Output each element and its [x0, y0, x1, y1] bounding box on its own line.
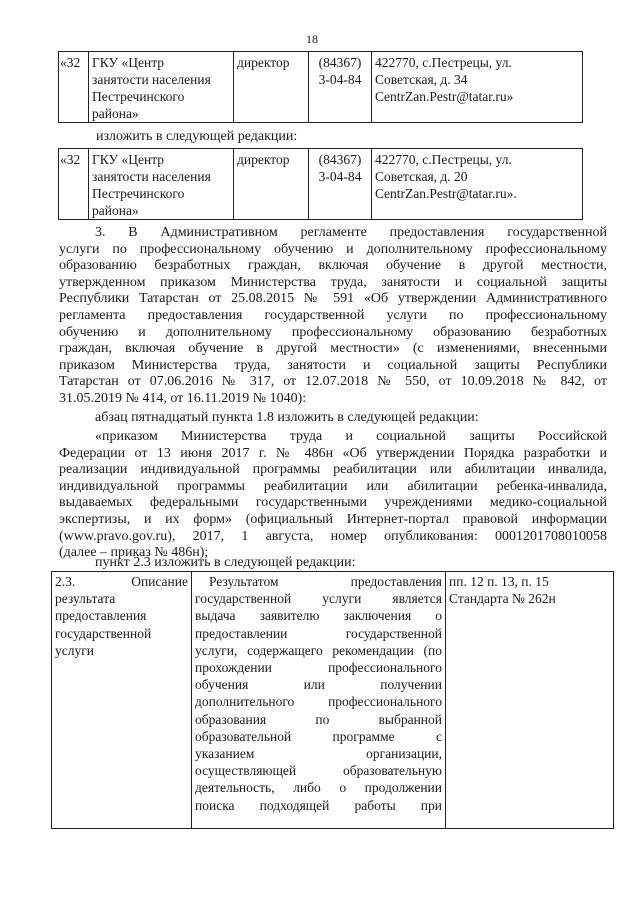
result-cell	[192, 572, 446, 829]
text-line: Республики Татарстан от 25.08.2015 № 591 «Об утверждении Административного	[59, 291, 607, 307]
position-cell	[234, 149, 309, 220]
reference-cell	[446, 572, 614, 829]
cell-line: услуги	[55, 642, 94, 658]
cell-line: обучения или получении	[195, 677, 442, 693]
text-line: 3. В Административном регламенте предоставления государственной	[95, 225, 607, 240]
position-text: директор	[237, 55, 290, 70]
phone-cell	[309, 52, 372, 123]
address-cell	[372, 149, 583, 220]
phone-line: (84367)	[318, 152, 362, 167]
org-line: занятости населения	[92, 72, 211, 87]
phone-cell	[309, 149, 372, 220]
row-number-text: «32	[60, 55, 81, 70]
cell-line: образования по выбранной	[195, 711, 442, 727]
cell-line: государственной услуги является	[195, 591, 442, 607]
org-line: района»	[92, 106, 139, 121]
table-new-row	[58, 148, 583, 220]
cell-line: услуги, содержащего рекомендации (по	[195, 642, 442, 658]
address-cell	[372, 52, 583, 123]
cell-line: выдача заявителю заключения о	[195, 608, 442, 624]
address-line: 422770, с.Пестрецы, ул.	[375, 152, 512, 167]
cell-line: осуществляющей образовательную	[195, 763, 442, 779]
cell-line: дополнительного профессионального	[195, 694, 442, 710]
text-line: экспертизы, и их форм» (официальный Интернет-портал правовой информации	[59, 511, 607, 527]
phone-line: (84367)	[318, 55, 362, 70]
point-2-3-intro: пункт 2.3 изложить в следующей редакции:	[95, 555, 356, 570]
org-line: района»	[92, 203, 139, 218]
row-number-text: «32	[60, 152, 81, 167]
text-line: Татарстан от 07.06.2016 № 317, от 12.07.2018 № 550, от 10.09.2018 № 842, от	[59, 374, 607, 390]
text-line: «приказом Министерства труда и социальной защиты Российской	[95, 429, 607, 444]
cell-line: Стандарта № 262н	[449, 591, 556, 607]
text-line: регламента предоставления государственной услуги по профессиональному	[59, 307, 607, 323]
cell-line: 2.3. Описание	[55, 574, 188, 589]
description-cell	[52, 572, 192, 829]
cell-line: пп. 12 п. 13, п. 15	[449, 574, 549, 589]
cell-line: образовательной программе с	[195, 728, 442, 744]
text-line: утвержденном приказом Министерства труда, занятости и социальной защиты	[59, 274, 607, 290]
org-cell	[89, 52, 234, 123]
abzac-15-intro: абзац пятнадцатый пункта 1.8 изложить в следующей редакции:	[95, 410, 479, 425]
text-line: граждан, включая обучение в другой местности» (с изменениями, внесенными	[59, 341, 607, 357]
row-number	[59, 149, 89, 220]
org-cell	[89, 149, 234, 220]
row-number	[59, 52, 89, 123]
address-line: CentrZan.Pestr@tatar.ru».	[375, 186, 517, 201]
order-paragraph	[59, 429, 607, 562]
cell-line: поиска подходящей работы при	[195, 797, 442, 813]
cell-line: предоставления	[55, 608, 147, 624]
text-line: образованию безработных граждан, включая обучение в другой местности,	[59, 258, 607, 274]
address-line: Советская, д. 34	[375, 72, 468, 87]
text-line: Федерации от 13 июня 2017 г. № 486н «Об утверждении Порядка разработки и	[59, 445, 607, 461]
new-edition-intro: изложить в следующей редакции:	[96, 129, 298, 144]
table-point-2-3	[51, 571, 614, 829]
page-number: 18	[306, 32, 318, 46]
text-line: приказом Министерства труда, занятости и социальной защиты Республики	[59, 357, 607, 373]
cell-line: результата	[55, 591, 116, 607]
text-line: индивидуальной программы реабилитации или абилитации ребенка-инвалида,	[59, 478, 607, 494]
text-line: реализации индивидуальной программы реабилитации или абилитации инвалида,	[59, 462, 607, 478]
text-line: обучению и дополнительному профессиональному образованию безработных	[59, 324, 607, 340]
org-line: занятости населения	[92, 169, 211, 184]
cell-line: деятельность, либо о продолжении	[195, 780, 442, 796]
position-text: директор	[237, 152, 290, 167]
table-row	[59, 149, 583, 220]
cell-line: указанием организации,	[195, 746, 442, 762]
paragraph-3	[59, 225, 607, 408]
org-line: ГКУ «Центр	[92, 152, 165, 167]
phone-line: 3-04-84	[318, 72, 362, 87]
table-old-row	[58, 51, 583, 123]
text-line: (далее – приказ № 486н);	[59, 545, 209, 561]
cell-line: Результатом предоставления	[209, 574, 442, 589]
text-line: выдаваемых федеральными государственными учреждениями медико-социальной	[59, 495, 607, 511]
phone-line: 3-04-84	[318, 169, 362, 184]
table-row	[52, 572, 614, 829]
position-cell	[234, 52, 309, 123]
text-line: (www.pravo.gov.ru), 2017, 1 августа, номер опубликования: 0001201708010058	[59, 528, 607, 544]
org-line: ГКУ «Центр	[92, 55, 165, 70]
address-line: Советская, д. 20	[375, 169, 468, 184]
cell-line: прохождении профессионального	[195, 660, 442, 676]
org-line: Пестречинского	[92, 186, 185, 201]
text-line: 31.05.2019 № 414, от 16.11.2019 № 1040):	[59, 390, 307, 406]
cell-line: предоставлении государственной	[195, 625, 442, 641]
cell-line: государственной	[55, 625, 152, 641]
table-row	[59, 52, 583, 123]
text-line: услуги по профессиональному обучению и дополнительному профессиональному	[59, 241, 607, 257]
address-line: 422770, с.Пестрецы, ул.	[375, 55, 512, 70]
address-line: CentrZan.Pestr@tatar.ru»	[375, 89, 514, 104]
org-line: Пестречинского	[92, 89, 185, 104]
